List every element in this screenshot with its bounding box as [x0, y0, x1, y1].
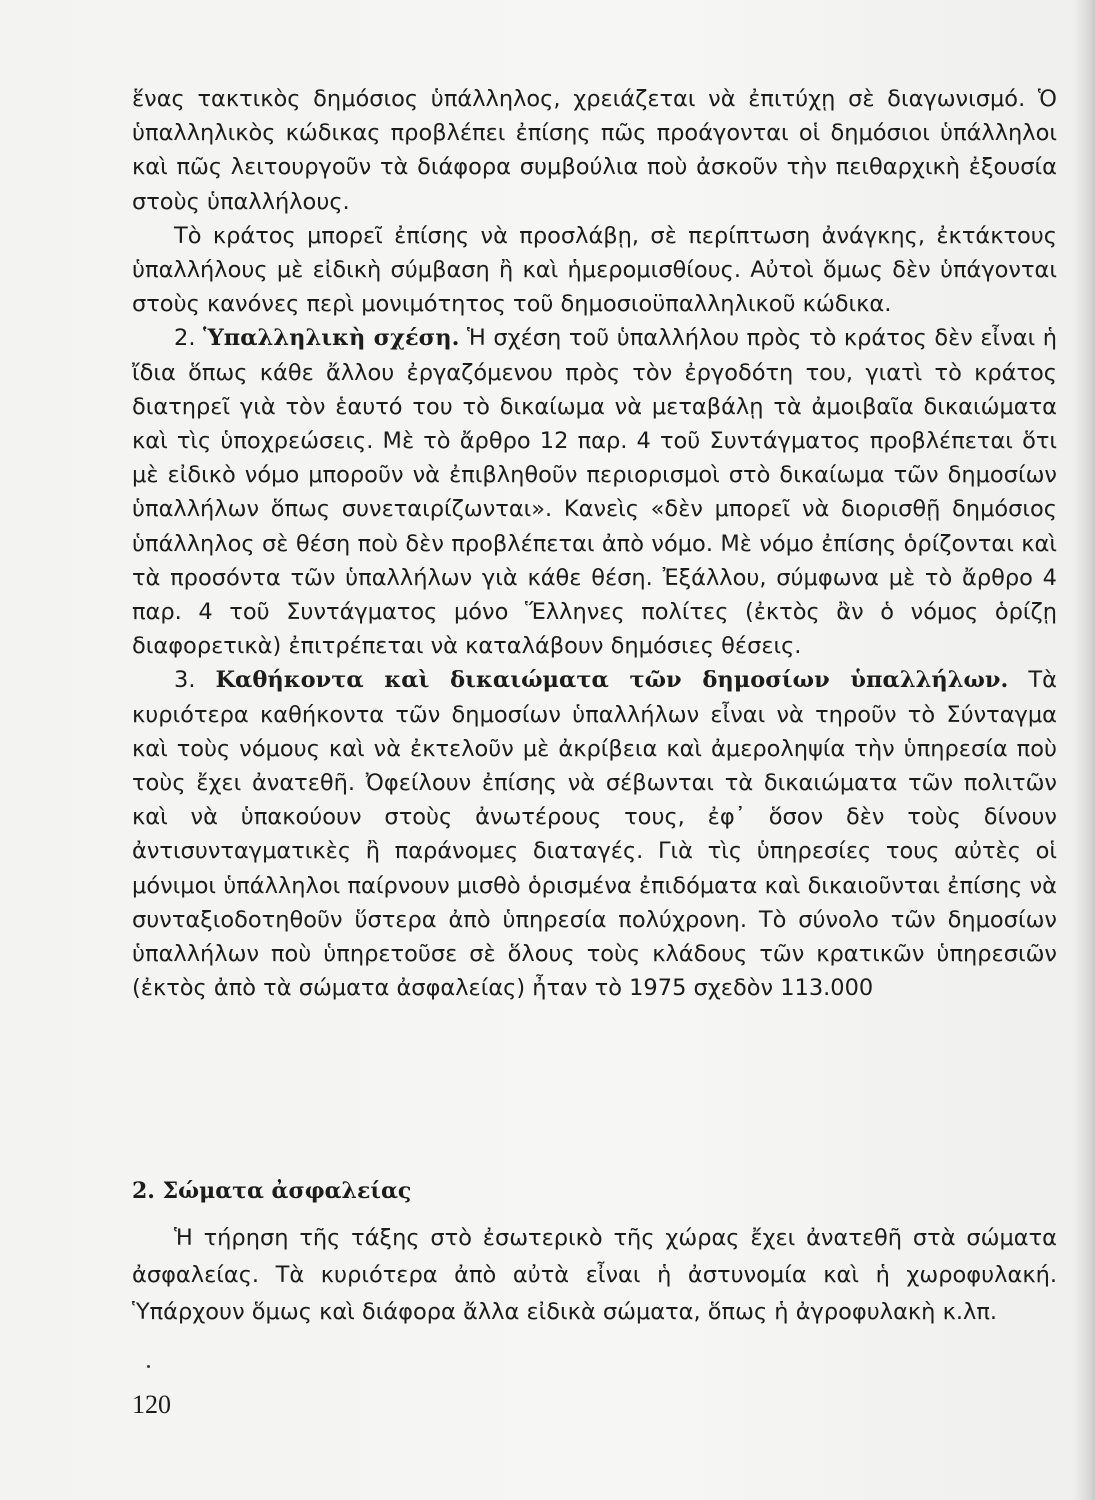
paragraph-security-forces: Ἡ τήρηση τῆς τάξης στὸ ἐσωτερικὸ τῆς χώρας ἔχει ἀνατεθῆ στὰ σώματα ἀσφαλείας. Τὰ κυριότερα ἀπὸ αὐτὰ εἶναι ἡ ἀστυνομία καὶ ἡ χωροφυλακή. Ὑπάρχουν ὅμως καὶ διάφορα ἄλλα εἰδικὰ σώματα, ὅπως ἡ ἀγροφυλακὴ κ.λπ. — [132, 1225, 1057, 1325]
page-number: 120 — [132, 1390, 171, 1419]
main-text-block — [132, 82, 1057, 1005]
paragraph-continuation: ἕνας τακτικὸς δημόσιος ὑπάλληλος, χρειάζεται νὰ ἐπιτύχῃ σὲ διαγωνισμό. Ὁ ὑπαλληλικὸς κώδικας προβλέπει ἐπίσης πῶς προάγονται οἱ δημόσιοι ὑπάλληλοι καὶ πῶς λειτουργοῦν τὰ διάφορα συμβούλια ποὺ ἀσκοῦν τὴν πειθαρχικὴ ἐξουσία στοὺς ὑπαλλήλους. — [132, 86, 1057, 215]
print-speck — [147, 1365, 150, 1368]
item-text-duties-rights: Τὰ κυριότερα καθήκοντα τῶν δημοσίων ὑπαλλήλων εἶναι νὰ τηροῦν τὸ Σύνταγμα καὶ τοὺς νόμους καὶ νὰ ἐκτελοῦν μὲ ἀκρίβεια καὶ ἀμεροληψία τὴν ὑπηρεσία ποὺ τοὺς ἔχει ἀνατεθῆ. Ὀφείλουν ἐπίσης νὰ σέβωνται τὰ δικαιώματα τῶν πολιτῶν καὶ νὰ ὑπακούουν στοὺς ἀνωτέρους τους, ἐφ᾽ ὅσον δὲν τοὺς δίνουν ἀντισυνταγματικὲς ἢ παράνομες διαταγές. Γιὰ τὶς ὑπηρεσίες τους αὐτὲς οἱ μόνιμοι ὑπάλληλοι παίρνουν μισθὸ ὁρισμένα ἐπιδόματα καὶ δικαιοῦνται ἐπίσης νὰ συνταξιοδοτηθοῦν ὕστερα ἀπὸ ὑπηρεσία πολύχρονη. Τὸ σύνολο τῶν δημοσίων ὑπαλλήλων ποὺ ὑπηρετοῦσε σὲ ὅλους τοὺς κλάδους τῶν κρατικῶν ὑπηρεσιῶν (ἐκτὸς ἀπὸ τὰ σώματα ἀσφαλείας) ἦταν τὸ 1975 σχεδὸν 113.000 — [132, 667, 1057, 1002]
item-number-2: 2. — [174, 325, 196, 352]
item-number-3: 3. — [174, 667, 196, 694]
section-heading-security-forces: 2. Σώματα ἀσφαλείας — [132, 1178, 412, 1204]
item-heading-employment-relation: Ὑπαλληλικὴ σχέση. — [203, 325, 460, 352]
page-edge-shadow — [1075, 0, 1095, 1500]
item-text-employment-relation: Ἡ σχέση τοῦ ὑπαλλήλου πρὸς τὸ κράτος δὲν εἶναι ἡ ἴδια ὅπως κάθε ἄλλου ἐργαζόμενου πρὸς τὸν ἐργοδότη του, γιατὶ τὸ κράτος διατηρεῖ γιὰ τὸν ἑαυτό του τὸ δικαίωμα νὰ μεταβάλῃ τὰ ἀμοιβαῖα δικαιώματα καὶ τὶς ὑποχρεώσεις. Μὲ τὸ ἄρθρο 12 παρ. 4 τοῦ Συντάγματος προβλέπεται ὅτι μὲ εἰδικὸ νόμο μποροῦν νὰ ἐπιβληθοῦν περιορισμοὶ στὸ δικαίωμα τῶν δημοσίων ὑπαλλήλων ὅπως συνεταιρίζωνται». Κανεὶς «δὲν μπορεῖ νὰ διορισθῇ δημόσιος ὑπάλληλος σὲ θέση ποὺ δὲν προβλέπεται ἀπὸ νόμο. Μὲ νόμο ἐπίσης ὁρίζονται καὶ τὰ προσόντα τῶν ὑπαλλήλων γιὰ κάθε θέση. Ἐξάλλου, σύμφωνα μὲ τὸ ἄρθρο 4 παρ. 4 τοῦ Συντάγματος μόνο Ἕλληνες πολίτες (ἐκτὸς ἂν ὁ νόμος ὁρίζῃ διαφορετικὰ) ἐπιτρέπεται νὰ καταλάβουν δημόσιες θέσεις. — [132, 325, 1057, 660]
paragraph-temporary-employees: Τὸ κράτος μπορεῖ ἐπίσης νὰ προσλάβῃ, σὲ περίπτωση ἀνάγκης, ἐκτάκτους ὑπαλλήλους μὲ εἰδικὴ σύμβαση ἢ καὶ ἡμερομισθίους. Αὐτοὶ ὅμως δὲν ὑπάγονται στοὺς κανόνες περὶ μονιμότητος τοῦ δημοσιοϋπαλληλικοῦ κώδικα. — [132, 222, 1057, 318]
paragraph-duties-rights — [132, 663, 1057, 1005]
section-body-security-forces — [132, 1220, 1057, 1331]
item-heading-duties-rights: Καθήκοντα καὶ δικαιώματα τῶν δημοσίων ὑπαλλήλων. — [215, 667, 1009, 694]
paragraph-employment-relation — [132, 321, 1057, 663]
